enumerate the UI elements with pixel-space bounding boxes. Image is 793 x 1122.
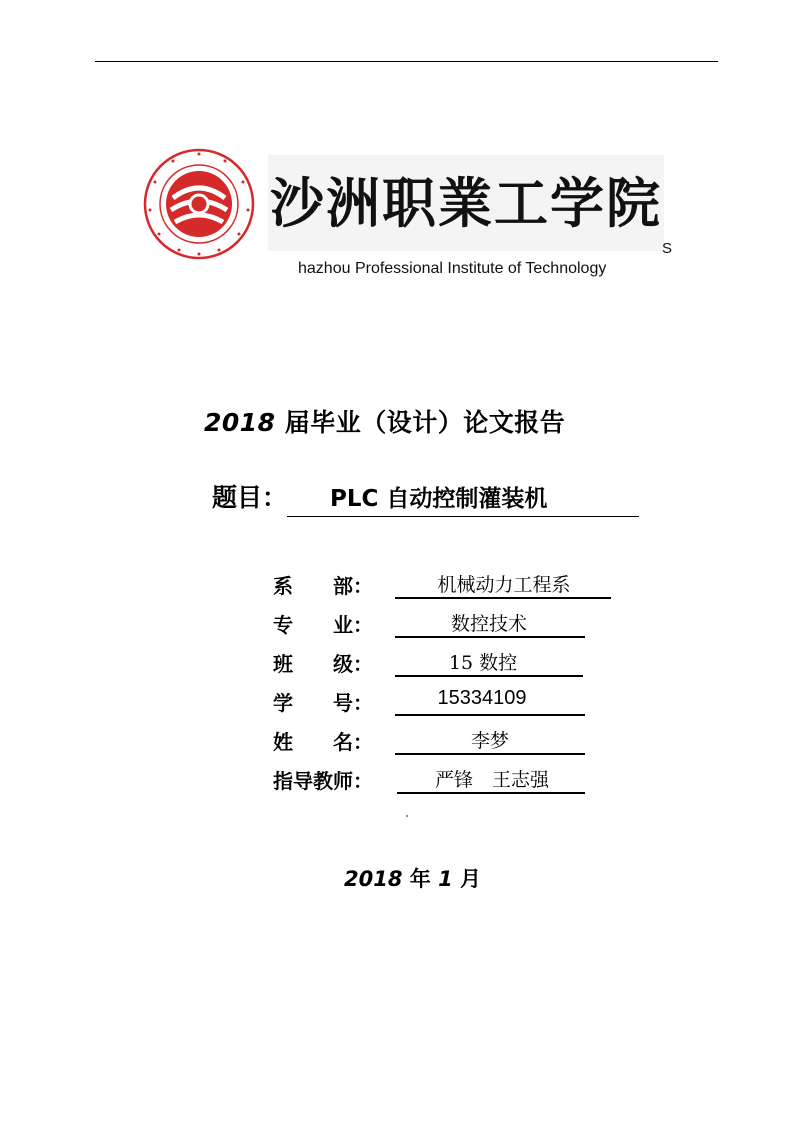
department-label: 系 部： <box>273 574 373 598</box>
topic-label: 题目： <box>212 483 288 512</box>
class-underline <box>395 675 583 677</box>
name-underline <box>395 753 585 755</box>
report-title-year: 2018 <box>204 408 276 437</box>
info-row-major <box>273 607 603 646</box>
date-month: 1 <box>438 867 453 891</box>
school-seal-logo <box>143 148 255 260</box>
school-name-calligraphy: 沙洲职業工学院 <box>270 171 662 235</box>
stray-mark <box>406 815 408 817</box>
date-month-unit: 月 <box>452 867 482 891</box>
student-id-label: 学 号： <box>273 691 373 715</box>
school-name-english: hazhou Professional Institute of Technology <box>298 260 607 277</box>
info-row-class <box>273 646 603 685</box>
major-value: 数控技术 <box>450 613 527 635</box>
name-value: 李梦 <box>470 730 509 752</box>
student-id-underline <box>395 714 585 716</box>
report-title <box>204 403 565 439</box>
topic-value: PLC 自动控制灌装机 <box>330 486 548 512</box>
topic-underline <box>287 516 639 517</box>
department-underline <box>395 597 611 599</box>
student-info-block <box>273 568 603 802</box>
date-year: 2018 <box>344 867 403 891</box>
department-value: 机械动力工程系 <box>437 574 571 596</box>
name-label: 姓 名： <box>273 730 373 754</box>
info-row-name <box>273 724 603 763</box>
info-row-advisor <box>273 763 603 802</box>
advisor-underline <box>397 792 585 794</box>
topic-row <box>212 478 642 518</box>
class-value: 15 数控 <box>448 652 518 674</box>
school-name-en-initial: S <box>662 240 673 257</box>
date-year-unit: 年 <box>402 867 439 891</box>
major-underline <box>395 636 585 638</box>
info-row-student-id <box>273 685 603 724</box>
major-label: 专 业： <box>273 613 373 637</box>
advisor-label: 指导教师： <box>273 769 373 793</box>
top-rule <box>95 61 718 62</box>
report-date <box>344 863 481 893</box>
advisor-value: 严锋 王志强 <box>434 769 549 791</box>
student-id-value: 15334109 <box>437 687 527 709</box>
class-label: 班 级： <box>273 652 373 676</box>
info-row-department <box>273 568 603 607</box>
report-title-text: 届毕业（设计）论文报告 <box>275 408 566 437</box>
